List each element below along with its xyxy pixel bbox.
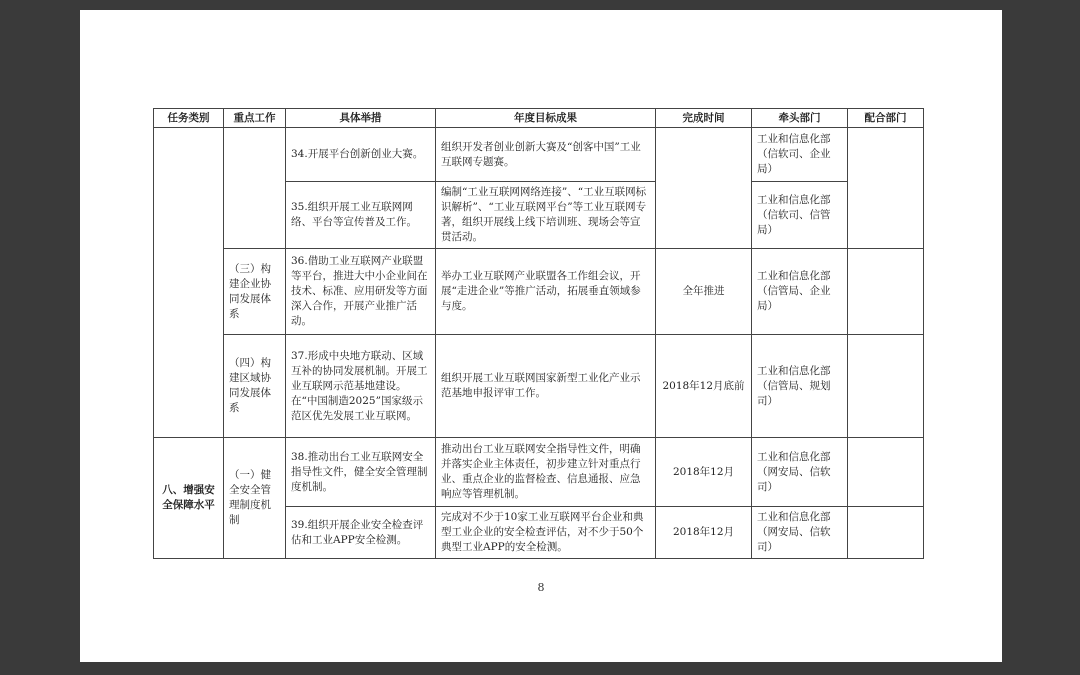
time-cell: 2018年12月底前: [656, 335, 752, 438]
lead-dept-cell: 工业和信息化部（信管局、规划司）: [752, 335, 848, 438]
coop-dept-cell: [848, 249, 924, 335]
category-cell: 八、增强安全保障水平: [154, 438, 224, 559]
work-cell: （四）构建区域协同发展体系: [224, 335, 286, 438]
work-cell-empty: [224, 128, 286, 249]
goal-cell: 举办工业互联网产业联盟各工作组会议，开展“走进企业”等推广活动，拓展垂直领域参与度。: [436, 249, 656, 335]
coop-dept-cell: [848, 438, 924, 507]
coop-dept-cell: [848, 507, 924, 559]
measure-cell: 39.组织开展企业安全检查评估和工业APP安全检测。: [286, 507, 436, 559]
table-header-row: [154, 109, 924, 128]
lead-dept-cell: 工业和信息化部（网安局、信软司）: [752, 507, 848, 559]
goal-cell: 完成对不少于10家工业互联网平台企业和典型工业企业的安全检查评估，对不少于50个典型工业APP的安全检测。: [436, 507, 656, 559]
page-number: 8: [537, 581, 545, 594]
document-page: [80, 10, 1002, 662]
header-key-work: 重点工作: [224, 109, 286, 128]
measure-cell: 38.推动出台工业互联网安全指导性文件，健全安全管理制度机制。: [286, 438, 436, 507]
time-cell: 2018年12月: [656, 507, 752, 559]
measure-cell: 37.形成中央地方联动、区域互补的协同发展机制。开展工业互联网示范基地建设。在“中国制造2025”国家级示范区优先发展工业互联网。: [286, 335, 436, 438]
measure-cell: 35.组织开展工业互联网网络、平台等宣传普及工作。: [286, 182, 436, 249]
header-completion-time: 完成时间: [656, 109, 752, 128]
header-lead-dept: 牵头部门: [752, 109, 848, 128]
lead-dept-cell: 工业和信息化部（信管局、企业局）: [752, 249, 848, 335]
work-cell: （三）构建企业协同发展体系: [224, 249, 286, 335]
table-row: [154, 335, 924, 438]
goal-cell: 推动出台工业互联网安全指导性文件，明确并落实企业主体责任，初步建立针对重点行业、重点企业的监督检查、信息通报、应急响应等管理机制。: [436, 438, 656, 507]
time-cell: 全年推进: [656, 249, 752, 335]
goal-cell: 编制“工业互联网网络连接”、“工业互联网标识解析”、“工业互联网平台”等工业互联网专著，组织开展线上线下培训班、现场会等宣贯活动。: [436, 182, 656, 249]
time-cell: [656, 128, 752, 249]
header-category: 任务类别: [154, 109, 224, 128]
category-cell-empty: [154, 128, 224, 438]
measure-cell: 34.开展平台创新创业大赛。: [286, 128, 436, 182]
lead-dept-cell: 工业和信息化部（网安局、信软司）: [752, 438, 848, 507]
task-table: [153, 108, 924, 559]
lead-dept-cell: 工业和信息化部（信软司、企业局）: [752, 128, 848, 182]
header-annual-goal: 年度目标成果: [436, 109, 656, 128]
measure-cell: 36.借助工业互联网产业联盟等平台，推进大中小企业间在技术、标准、应用研发等方面深入合作，开展产业推广活动。: [286, 249, 436, 335]
coop-dept-cell: [848, 335, 924, 438]
work-cell: （一）健全安全管理制度机制: [224, 438, 286, 559]
coop-dept-cell: [848, 128, 924, 249]
goal-cell: 组织开展工业互联网国家新型工业化产业示范基地申报评审工作。: [436, 335, 656, 438]
table-row: [154, 438, 924, 507]
table-row: [154, 128, 924, 182]
header-coop-dept: 配合部门: [848, 109, 924, 128]
header-measures: 具体举措: [286, 109, 436, 128]
goal-cell: 组织开发者创业创新大赛及“创客中国”工业互联网专题赛。: [436, 128, 656, 182]
time-cell: 2018年12月: [656, 438, 752, 507]
table-row: [154, 249, 924, 335]
lead-dept-cell: 工业和信息化部（信软司、信管局）: [752, 182, 848, 249]
